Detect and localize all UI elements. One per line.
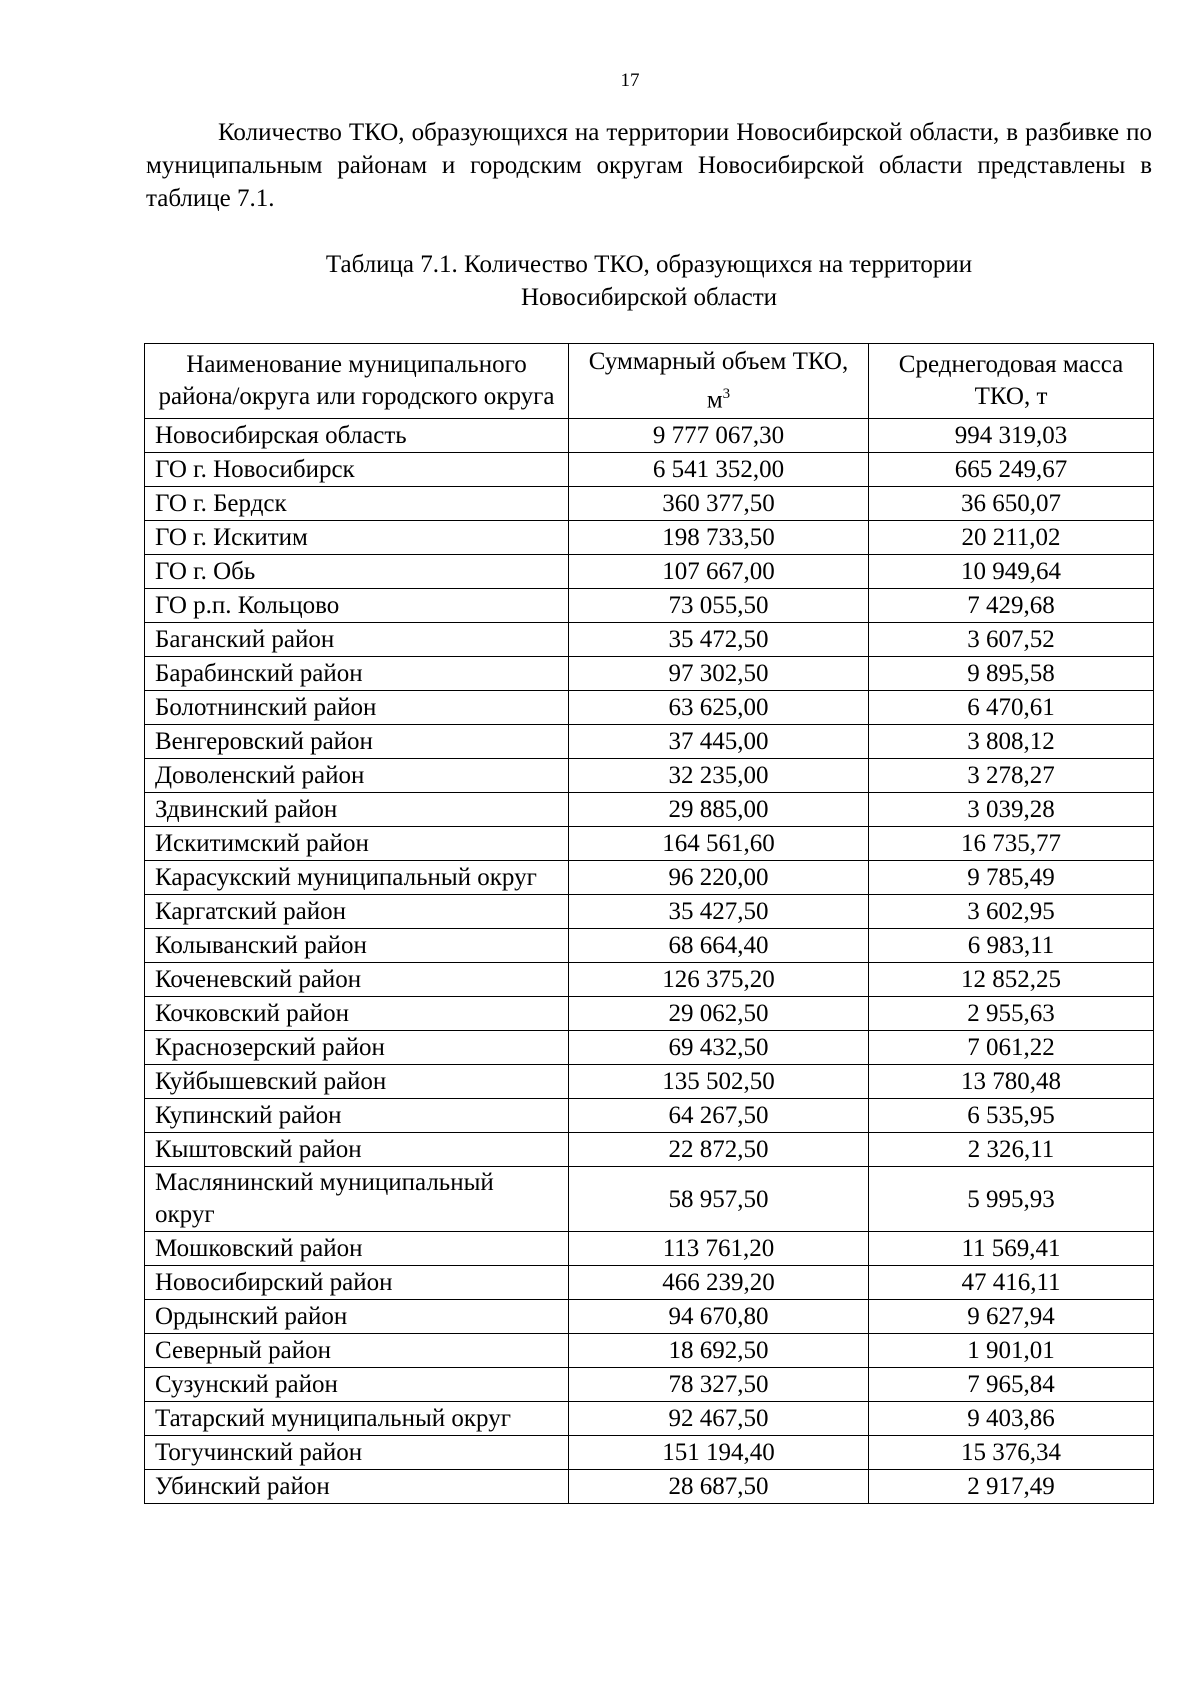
table-body (145, 419, 1154, 1504)
table-row (145, 419, 1154, 453)
table-row (145, 453, 1154, 487)
cell-mass: 15 376,34 (869, 1436, 1154, 1470)
cell-name: Тогучинский район (145, 1436, 569, 1470)
header-mass: Среднегодовая масса ТКО, т (869, 344, 1154, 419)
header-name: Наименование муниципального района/округа или городского округа (145, 344, 569, 419)
cell-name: Болотнинский район (145, 691, 569, 725)
cell-volume: 37 445,00 (569, 725, 869, 759)
table-header-row (145, 344, 1154, 419)
cell-volume: 151 194,40 (569, 1436, 869, 1470)
table-row (145, 1402, 1154, 1436)
cell-name: Каргатский район (145, 895, 569, 929)
cell-volume: 94 670,80 (569, 1300, 869, 1334)
header-volume (569, 344, 869, 419)
cell-name: Новосибирская область (145, 419, 569, 453)
cell-volume: 58 957,50 (569, 1167, 869, 1232)
cell-name: Убинский район (145, 1470, 569, 1504)
cell-name: Новосибирский район (145, 1266, 569, 1300)
cell-name: Коченевский район (145, 963, 569, 997)
page-number: 17 (620, 70, 640, 91)
cell-volume: 28 687,50 (569, 1470, 869, 1504)
cell-volume: 78 327,50 (569, 1368, 869, 1402)
cell-name: Татарский муниципальный округ (145, 1402, 569, 1436)
cell-mass: 665 249,67 (869, 453, 1154, 487)
cell-volume: 6 541 352,00 (569, 453, 869, 487)
cell-name: Доволенский район (145, 759, 569, 793)
table-row (145, 1133, 1154, 1167)
table-caption-line-2: Новосибирской области (520, 284, 778, 311)
table-row (145, 895, 1154, 929)
waste-table (144, 343, 1154, 1504)
cell-mass: 5 995,93 (869, 1167, 1154, 1232)
cell-mass: 3 278,27 (869, 759, 1154, 793)
cell-volume: 466 239,20 (569, 1266, 869, 1300)
cell-name: Кыштовский район (145, 1133, 569, 1167)
cell-volume: 68 664,40 (569, 929, 869, 963)
cell-volume: 164 561,60 (569, 827, 869, 861)
cell-name: Здвинский район (145, 793, 569, 827)
table-row (145, 725, 1154, 759)
cell-mass: 12 852,25 (869, 963, 1154, 997)
cell-mass: 16 735,77 (869, 827, 1154, 861)
cell-volume: 96 220,00 (569, 861, 869, 895)
cell-mass: 36 650,07 (869, 487, 1154, 521)
table-row (145, 657, 1154, 691)
table-row (145, 1300, 1154, 1334)
cell-volume: 29 885,00 (569, 793, 869, 827)
table-row (145, 623, 1154, 657)
cell-mass: 7 965,84 (869, 1368, 1154, 1402)
table-row (145, 1470, 1154, 1504)
table-row (145, 1368, 1154, 1402)
cell-volume: 360 377,50 (569, 487, 869, 521)
cell-mass: 47 416,11 (869, 1266, 1154, 1300)
table-row (145, 1065, 1154, 1099)
cell-volume: 63 625,00 (569, 691, 869, 725)
table-row (145, 487, 1154, 521)
table-row (145, 1334, 1154, 1368)
cell-name: Искитимский район (145, 827, 569, 861)
cell-volume: 113 761,20 (569, 1232, 869, 1266)
cell-volume: 73 055,50 (569, 589, 869, 623)
cell-name: ГО г. Новосибирск (145, 453, 569, 487)
cell-volume: 29 062,50 (569, 997, 869, 1031)
table-row (145, 555, 1154, 589)
cell-mass: 2 326,11 (869, 1133, 1154, 1167)
cell-mass: 13 780,48 (869, 1065, 1154, 1099)
table-row (145, 1031, 1154, 1065)
table-row (145, 963, 1154, 997)
cell-name: ГО р.п. Кольцово (145, 589, 569, 623)
cell-volume: 9 777 067,30 (569, 419, 869, 453)
cell-mass: 20 211,02 (869, 521, 1154, 555)
cell-volume: 126 375,20 (569, 963, 869, 997)
cell-volume: 18 692,50 (569, 1334, 869, 1368)
cell-volume: 32 235,00 (569, 759, 869, 793)
cell-mass: 3 602,95 (869, 895, 1154, 929)
cell-mass: 9 785,49 (869, 861, 1154, 895)
cell-mass: 3 607,52 (869, 623, 1154, 657)
intro-paragraph (146, 116, 1152, 215)
header-volume-superscript: 3 (722, 386, 731, 402)
table-row (145, 521, 1154, 555)
cell-mass: 9 627,94 (869, 1300, 1154, 1334)
cell-name: Маслянинский муниципальный округ (145, 1167, 569, 1232)
cell-name: Мошковский район (145, 1232, 569, 1266)
cell-name: Краснозерский район (145, 1031, 569, 1065)
cell-mass: 9 895,58 (869, 657, 1154, 691)
table-row (145, 929, 1154, 963)
cell-mass: 9 403,86 (869, 1402, 1154, 1436)
table-row (145, 1436, 1154, 1470)
cell-mass: 6 983,11 (869, 929, 1154, 963)
cell-name: ГО г. Искитим (145, 521, 569, 555)
cell-mass: 6 470,61 (869, 691, 1154, 725)
cell-mass: 10 949,64 (869, 555, 1154, 589)
cell-name: ГО г. Обь (145, 555, 569, 589)
table-caption (146, 248, 1152, 314)
cell-volume: 69 432,50 (569, 1031, 869, 1065)
cell-mass: 3 808,12 (869, 725, 1154, 759)
cell-volume: 97 302,50 (569, 657, 869, 691)
table-row (145, 1232, 1154, 1266)
table-row (145, 691, 1154, 725)
cell-volume: 135 502,50 (569, 1065, 869, 1099)
cell-mass: 3 039,28 (869, 793, 1154, 827)
cell-mass: 7 429,68 (869, 589, 1154, 623)
cell-name: Колыванский район (145, 929, 569, 963)
cell-name: ГО г. Бердск (145, 487, 569, 521)
intro-text: Количество ТКО, образующихся на территории Новосибирской области, в разбивке по муниципальным районам и городским округам Новосибирской области представлены в таблице 7.1. (146, 119, 1152, 212)
cell-mass: 2 917,49 (869, 1470, 1154, 1504)
cell-mass: 2 955,63 (869, 997, 1154, 1031)
cell-mass: 994 319,03 (869, 419, 1154, 453)
table-row (145, 1099, 1154, 1133)
cell-volume: 22 872,50 (569, 1133, 869, 1167)
cell-name: Купинский район (145, 1099, 569, 1133)
table-row (145, 793, 1154, 827)
cell-volume: 35 427,50 (569, 895, 869, 929)
cell-mass: 6 535,95 (869, 1099, 1154, 1133)
cell-name: Ордынский район (145, 1300, 569, 1334)
cell-volume: 92 467,50 (569, 1402, 869, 1436)
cell-name: Северный район (145, 1334, 569, 1368)
table-row (145, 1167, 1154, 1232)
cell-volume: 198 733,50 (569, 521, 869, 555)
cell-volume: 35 472,50 (569, 623, 869, 657)
cell-mass: 1 901,01 (869, 1334, 1154, 1368)
cell-mass: 11 569,41 (869, 1232, 1154, 1266)
table-row (145, 997, 1154, 1031)
table-row (145, 827, 1154, 861)
cell-name: Карасукский муниципальный округ (145, 861, 569, 895)
cell-volume: 64 267,50 (569, 1099, 869, 1133)
cell-volume: 107 667,00 (569, 555, 869, 589)
cell-name: Баганский район (145, 623, 569, 657)
table-row (145, 861, 1154, 895)
cell-name: Сузунский район (145, 1368, 569, 1402)
cell-name: Венгеровский район (145, 725, 569, 759)
table-caption-line-1: Таблица 7.1. Количество ТКО, образующихся на территории (325, 251, 973, 278)
cell-name: Кочковский район (145, 997, 569, 1031)
table-row (145, 1266, 1154, 1300)
cell-mass: 7 061,22 (869, 1031, 1154, 1065)
header-volume-label: Суммарный объем ТКО, м (588, 348, 849, 414)
table-row (145, 759, 1154, 793)
cell-name: Барабинский район (145, 657, 569, 691)
cell-name: Куйбышевский район (145, 1065, 569, 1099)
table-row (145, 589, 1154, 623)
